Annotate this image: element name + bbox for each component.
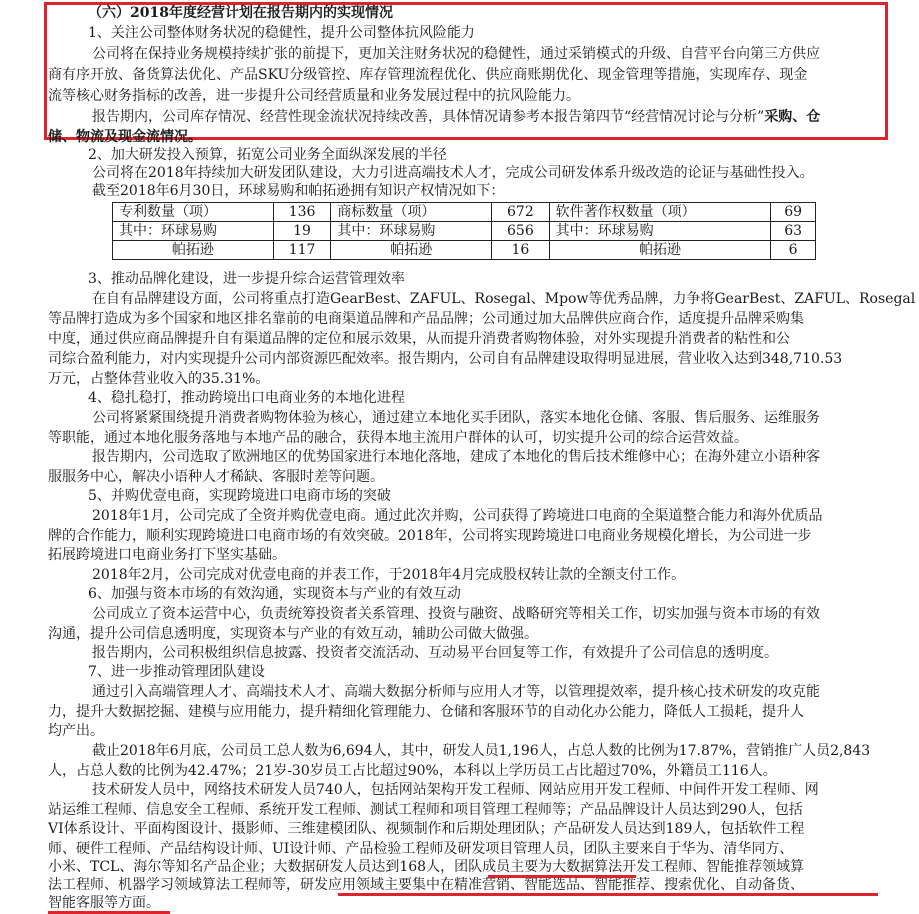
item3-line1: 在自有品牌建设方面，公司将重点打造GearBest、ZAFUL、Rosegal、Mpow等优秀品牌，力争将GearBest、ZAFUL、Rosegal	[92, 291, 916, 307]
table-cell: 其中：环球易购	[549, 222, 771, 241]
table-cell: 专利数量（项）	[113, 203, 274, 222]
item5-line2: 牌的合作能力，顺利实现跨境进口电商市场的有效突破。2018年，公司将实现跨境进口电商业务规模化增长，为公司进一步	[48, 528, 812, 544]
item7-line2: 力，提升大数据挖掘、建模与应用能力，提升精细化管理能力、仓储和客服环节的自动化办公能力，降低人工损耗，提升人	[48, 704, 804, 720]
table-cell: 117	[273, 241, 331, 260]
item3-line2: 等品牌打造成为多个国家和地区排名靠前的电商渠道品牌和产品品牌；公司通过加大品牌供应商合作，适度提升品牌采购集	[48, 311, 804, 327]
table-cell: 帕拓逊	[549, 241, 771, 260]
item4-title: 4、稳扎稳打，推动跨境出口电商业务的本地化进程	[88, 390, 405, 406]
table-row	[113, 241, 816, 260]
item1-title: 1、关注公司整体财务状况的稳健性，提升公司整体抗风险能力	[88, 25, 475, 41]
item5-line3: 拓展跨境进口电商业务打下坚实基础。	[48, 547, 286, 563]
table-cell: 16	[492, 241, 550, 260]
item6-title: 6、加强与资本市场的有效沟通，实现资本与产业的有效互动	[88, 586, 461, 602]
table-row	[113, 203, 816, 222]
item1-para1-line1: 公司将在保持业务规模持续扩张的前提下，更加关注财务状况的稳健性，通过采销模式的升级、自营平台向第三方供应	[92, 46, 820, 62]
ip-table	[112, 202, 816, 260]
item5-line4: 2018年2月，公司完成对优壹电商的并表工作，于2018年4月完成股权转让款的全额支付工作。	[92, 567, 686, 583]
table-cell: 19	[273, 222, 331, 241]
item7-line12: 智能客服等方面。	[48, 895, 160, 911]
item3-line4: 司综合盈利能力，对内实现提升公司内部资源匹配效率。报告期内，公司自有品牌建设取得明显进展，营业收入达到348,710.53	[48, 351, 843, 367]
item1-para1-line3: 流等核心财务指标的改善，进一步提升公司经营质量和业务发展过程中的抗风险能力。	[48, 88, 580, 104]
item7-title: 7、进一步推动管理团队建设	[88, 664, 265, 680]
table-cell: 软件著作权数量（项）	[549, 203, 771, 222]
item1-para2-bold: 采购、仓	[764, 109, 821, 125]
table-cell: 6	[771, 241, 816, 260]
table-cell: 商标数量（项）	[331, 203, 492, 222]
item7-line1: 通过引入高端管理人才、高端技术人才、高端大数据分析师与应用人才等，以管理提效率，提升核心技术研发的攻克能	[92, 684, 820, 700]
item7-line7: 站运维工程师、信息安全工程师、系统开发工程师、测试工程师和项目管理工程师等；产品品牌设计人员达到290人，包括	[48, 802, 803, 818]
table-cell: 其中：环球易购	[331, 222, 492, 241]
table-cell: 136	[273, 203, 331, 222]
item6-line2: 沟通，提升公司信息透明度，实现资本与产业的有效互动，辅助公司做大做强。	[48, 626, 538, 642]
item4-line3: 报告期内，公司选取了欧洲地区的优势国家进行本地化落地，建成了本地化的售后技术维修中心；在海外建立小语种客	[92, 449, 820, 465]
item7-line10: 小米、TCL、海尔等知名产品企业；大数据研发人员达到168人，团队成员主要为大数据算法开发工程师、智能推荐领域算	[48, 859, 805, 875]
table-cell: 其中：环球易购	[113, 222, 274, 241]
table-cell: 672	[492, 203, 550, 222]
item7-line6: 技术研发人员中，网络技术研发人员740人，包括网站架构开发工程师、网站应用开发工程师、中间件开发工程师、网	[92, 782, 819, 798]
item7-line9: 师、硬件工程师、产品结构设计师、UI设计师、产品检验工程师及研发项目管理人员，团队主要来自于华为、清华同方、	[48, 841, 794, 857]
item4-line4: 服服务中心，解决小语种人才稀缺、客服时差等问题。	[48, 469, 384, 485]
item3-line5: 万元，占整体营业收入的35.31%。	[48, 371, 270, 387]
item6-line3: 报告期内，公司积极组织信息披露、投资者交流活动、互动易平台回复等工作，有效提升了公司信息的透明度。	[92, 645, 778, 661]
item6-line1: 公司成立了资本运营中心，负责统筹投资者关系管理、投资与融资、战略研究等相关工作，切实加强与资本市场的有效	[92, 606, 820, 622]
red-underline	[488, 875, 636, 878]
item7-line4: 截止2018年6月底，公司员工总人数为6,694人，其中，研发人员1,196人，占总人数的比例为17.87%，营销推广人员2,843	[92, 743, 871, 759]
item1-para2-line1	[0, 108, 919, 126]
table-row	[113, 222, 816, 241]
item4-line2: 等职能，通过本地化服务落地与本地产品的融合，获得本地主流用户群体的认可，切实提升公司的综合运营效益。	[48, 430, 748, 446]
item1-para2-text: 报告期内，公司库存情况、经营性现金流状况持续改善，具体情况请参考本报告第四节“经营情况讨论与分析”	[92, 109, 765, 125]
item1-para2-line2: 储、物流及现金流情况。	[48, 129, 202, 145]
table-cell: 帕拓逊	[331, 241, 492, 260]
item1-para1-line2: 商有序开放、备货算法优化、产品SKU分级管控、库存管理流程优化、供应商账期优化、现金管理等措施，实现库存、现金	[48, 67, 808, 83]
item7-line11: 法工程师、机器学习领域算法工程师等，研发应用领域主要集中在精准营销、智能选品、智能推荐、搜索优化、自动备货、	[48, 877, 804, 893]
item3-title: 3、推动品牌化建设，进一步提升综合运营管理效率	[88, 271, 405, 287]
item7-line3: 均产出。	[48, 723, 104, 739]
item7-line5: 人，占总人数的比例为42.47%；21岁-30岁员工占比超过90%，本科以上学历员工占比超过70%，外籍员工116人。	[48, 763, 777, 779]
table-cell: 帕拓逊	[113, 241, 274, 260]
table-cell: 656	[492, 222, 550, 241]
red-underline	[338, 893, 878, 896]
item7-line8: VI体系设计、平面构图设计、摄影师、三维建模团队、视频制作和后期处理团队；产品研发人员达到189人，包括软件工程	[48, 821, 805, 837]
table-cell: 69	[771, 203, 816, 222]
item5-title: 5、并购优壹电商，实现跨境进口电商市场的突破	[88, 488, 391, 504]
item5-line1: 2018年1月，公司完成了全资并购优壹电商。通过此次并购，公司获得了跨境进口电商的全渠道整合能力和海外优质品	[92, 508, 823, 524]
item2-line2: 截至2018年6月30日，环球易购和帕拓逊拥有知识产权情况如下：	[92, 183, 505, 199]
item4-line1: 公司将紧紧围绕提升消费者购物体验为核心，通过建立本地化买手团队，落实本地化仓储、客服、售后服务、运维服务	[92, 410, 820, 426]
item3-line3: 中度，通过供应商品牌提升自有渠道品牌的定位和展示效果，从而提升消费者购物体验，对外实现提升消费者的粘性和公	[48, 331, 790, 347]
item2-title: 2、加大研发投入预算，拓宽公司业务全面纵深发展的半径	[88, 147, 447, 163]
table-cell: 63	[771, 222, 816, 241]
item2-line1: 公司将在2018年持续加大研发团队建设，大力引进高端技术人才，完成公司研发体系升级改造的论证与基础性投入。	[92, 165, 814, 181]
section-heading: （六）2018年度经营计划在报告期内的实现情况	[88, 5, 393, 21]
